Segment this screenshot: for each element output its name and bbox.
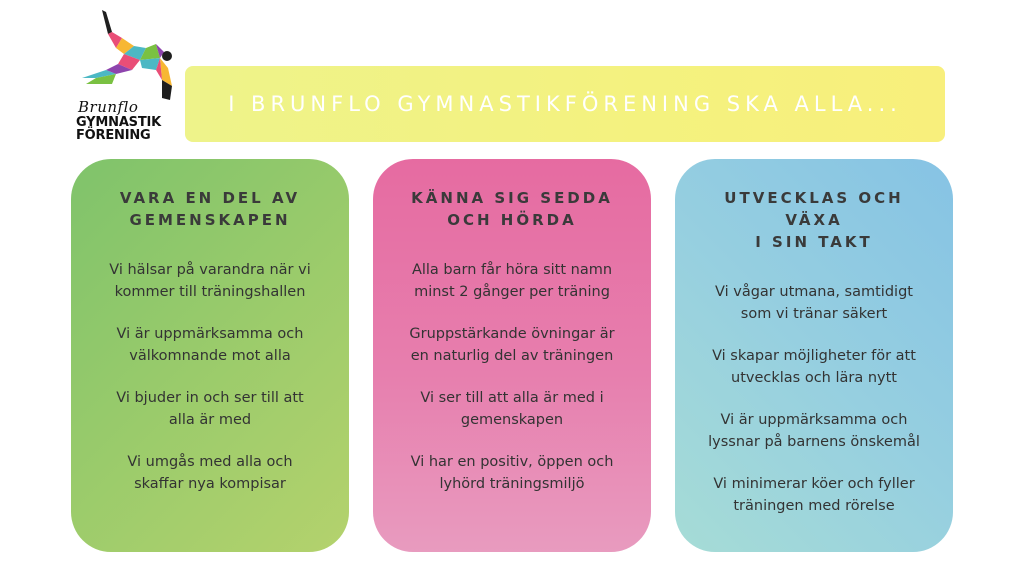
card-item: Vi är uppmärksamma och lyssnar på barnens önskemål (708, 412, 920, 450)
card-title: UTVECKLAS OCH VÄXA I SIN TAKT (724, 189, 904, 251)
card-belonging (71, 159, 349, 552)
card-item: Vi är uppmärksamma och välkomnande mot alla (116, 326, 304, 364)
card-item: Alla barn får höra sitt namn minst 2 gånger per träning (411, 262, 613, 300)
card-item: Vi ser till att alla är med i gemenskapen (420, 390, 604, 428)
card-item: Vi skapar möjligheter för att utvecklas och lära nytt (712, 348, 916, 386)
card-item: Vi bjuder in och ser till att alla är med (116, 390, 304, 428)
card-item: Vi har en positiv, öppen och lyhörd träningsmiljö (410, 454, 614, 492)
card-title: VARA EN DEL AV GEMENSKAPEN (119, 189, 301, 229)
card-item: Vi hälsar på varandra när vi kommer till träningshallen (109, 262, 311, 300)
logo-script-text: Brunflo (78, 98, 139, 116)
card-item: Vi umgås med alla och skaffar nya kompisar (127, 454, 293, 492)
logo-text-line1: GYMNASTIK (76, 115, 162, 130)
gymnast-figure-icon (72, 8, 192, 103)
card-item: Vi minimerar köer och fyller träningen med rörelse (713, 476, 915, 514)
card-seen-heard (373, 159, 651, 552)
club-logo (72, 8, 192, 148)
banner-title: I BRUNFLO GYMNASTIKFÖRENING SKA ALLA... (228, 92, 902, 116)
header-banner (185, 66, 945, 142)
logo-text-line2: FÖRENING (76, 128, 151, 143)
card-title: KÄNNA SIG SEDDA OCH HÖRDA (411, 189, 613, 229)
card-item: Vi vågar utmana, samtidigt som vi tränar säkert (715, 284, 913, 322)
card-develop-grow (675, 159, 953, 552)
card-item: Gruppstärkande övningar är en naturlig del av träningen (409, 326, 615, 364)
